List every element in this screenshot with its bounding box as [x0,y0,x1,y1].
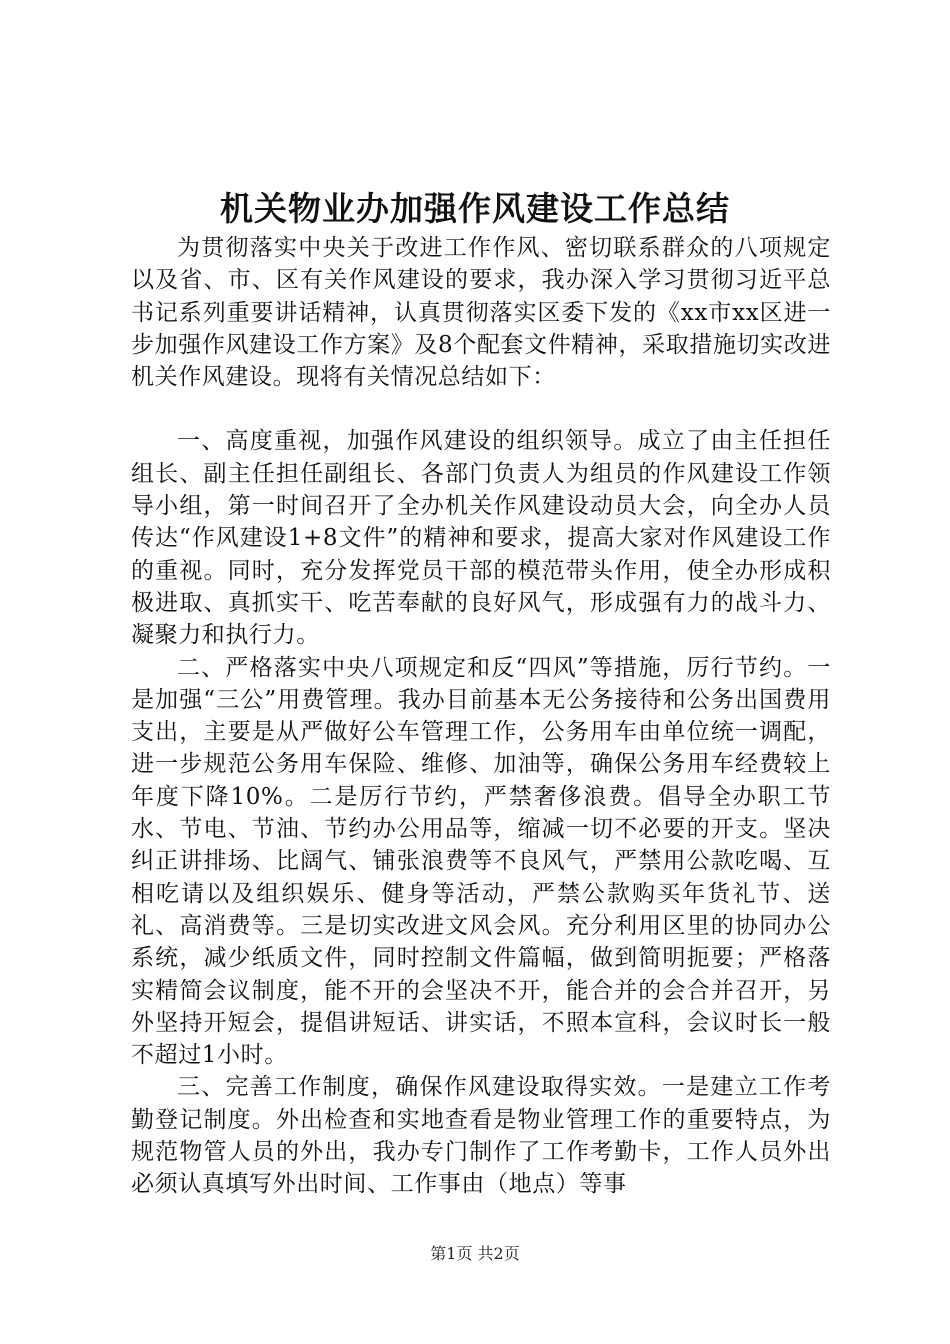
intro-paragraph: 为贯彻落实中央关于改进工作作风、密切联系群众的八项规定以及省、市、区有关作风建设的要求，我办深入学习贯彻习近平总书记系列重要讲话精神，认真贯彻落实区委下发的《xx市xx区进一步加强作风建设工作方案》及8个配套文件精神，采取措施切实改进机关作风建设。现将有关情况总结如下： [131,235,831,391]
section-two-paragraph: 二、严格落实中央八项规定和反“四风”等措施，厉行节约。一是加强“三公”用费管理。我办目前基本无公务接待和公务出国费用支出，主要是从严做好公车管理工作，公务用车由单位统一调配，进一步规范公务用车保险、维修、加油等，确保公务用车经费较上年度下降10%。二是厉行节约，严禁奢侈浪费。倡导全办职工节水、节电、节油、节约办公用品等，缩减一切不必要的开支。坚决纠正讲排场、比阔气、铺张浪费等不良风气，严禁用公款吃喝、互相吃请以及组织娱乐、健身等活动，严禁公款购买年货礼节、送礼、高消费等。三是切实改进文风会风。充分利用区里的协同办公系统，减少纸质文件，同时控制文件篇幅，做到简明扼要；严格落实精简会议制度，能不开的会坚决不开，能合并的会合并召开，另外坚持开短会，提倡讲短话、讲实话，不照本宣科，会议时长一般不超过1小时。 [131,654,831,1069]
page-footer: 第1页 共2页 [430,1244,520,1263]
document-body [131,232,831,1201]
section-one-paragraph: 一、高度重视，加强作风建设的组织领导。成立了由主任担任组长、副主任担任副组长、各部门负责人为组员的作风建设工作领导小组，第一时间召开了全办机关作风建设动员大会，向全办人员传达“作风建设1+8文件”的精神和要求，提高大家对作风建设工作的重视。同时，充分发挥党员干部的模范带头作用，使全办形成积极进取、真抓实干、吃苦奉献的良好风气，形成强有力的战斗力、凝聚力和执行力。 [131,428,831,649]
section-three-paragraph: 三、完善工作制度，确保作风建设取得实效。一是建立工作考勤登记制度。外出检查和实地查看是物业管理工作的重要特点，为规范物管人员的外出，我办专门制作了工作考勤卡，工作人员外出必须认真填写外出时间、工作事由（地点）等事 [131,1074,831,1198]
document-title: 机关物业办加强作风建设工作总结 [220,189,730,228]
